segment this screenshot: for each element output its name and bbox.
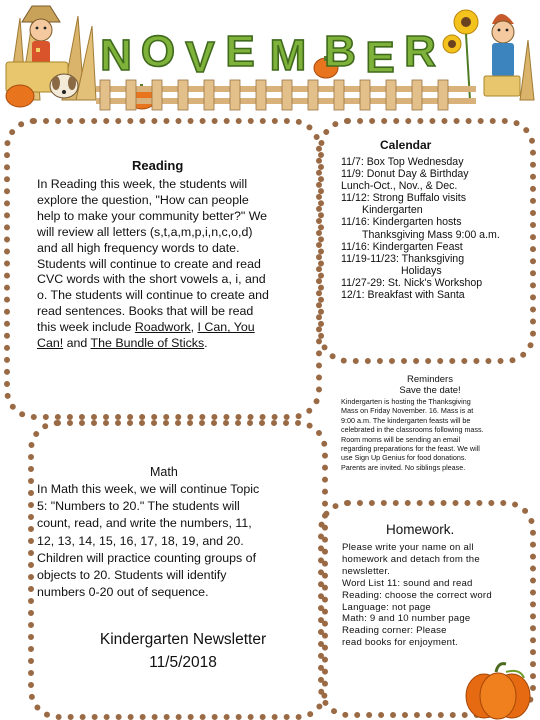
books-prefix: this week include (37, 320, 135, 335)
calendar-item: 11/7: Box Top Wednesday (341, 156, 464, 168)
reading-line: read sentences. Books that will be read (37, 304, 254, 319)
math-line: numbers 0-20 out of sequence. (37, 585, 209, 600)
reading-line: and all high frequency words to date. (37, 240, 240, 255)
homework-line: Please write your name on all (342, 542, 474, 553)
math-line: 12, 13, 14, 15, 16, 17, 18, 19, and 20. (37, 533, 244, 548)
math-text (37, 481, 325, 601)
calendar-title: Calendar (380, 138, 432, 152)
fence-icon (96, 80, 476, 110)
calendar-item: Kindergarten (362, 204, 423, 217)
banner-letter: E (225, 27, 255, 76)
banner-letter: N (100, 31, 132, 80)
reminder-line: Kindergarten is hosting the Thanksgiving (341, 397, 471, 406)
reading-line: CVC words with the short vowels a, i, and (37, 272, 266, 287)
homework-text (342, 542, 510, 649)
reading-line: o. The students will continue to create and (37, 288, 269, 303)
reading-line: In Reading this week, the students will (37, 177, 248, 191)
banner-letter: B (324, 27, 356, 76)
book-title-i-can-part1: I Can, You (197, 320, 255, 335)
reading-line: help to make your community better?" We (37, 208, 268, 223)
calendar-item: 11/16: Kindergarten hosts (341, 216, 462, 229)
calendar-item: Holidays (401, 264, 442, 277)
reminders-text (341, 397, 509, 472)
homework-line: Math: 9 and 10 number page (342, 613, 471, 625)
homework-line: Reading corner: Please (342, 625, 447, 637)
calendar-item: Thanksgiving Mass 9:00 a.m. (362, 228, 500, 241)
math-line: Children will practice counting groups of (37, 550, 257, 565)
reminder-line: Mass on Friday November. 16. Mass is at (341, 406, 474, 416)
reading-line: Students will continue to create and read (37, 256, 261, 271)
calendar-item: 12/1: Breakfast with Santa (341, 289, 465, 302)
book-title-i-can-part2: Can! (37, 336, 64, 351)
books-and: and (63, 336, 91, 351)
math-line: 5: "Numbers to 20." The students will (37, 499, 240, 514)
reminders-subtitle: Save the date! (399, 385, 461, 396)
banner-letter: M (269, 31, 307, 80)
calendar-item: 11/19-11/23: Thanksgiving (341, 252, 465, 265)
homework-line: homework and detach from the (342, 553, 480, 565)
banner-letter: V (185, 33, 215, 82)
calendar-item: 11/9: Donut Day & Birthday (341, 168, 469, 181)
books-separator: , (190, 320, 198, 335)
newsletter-title: Kindergarten Newsletter (99, 631, 267, 648)
book-title-bundle-of-sticks: The Bundle of Sticks (90, 336, 205, 351)
calendar-item: 11/12: Strong Buffalo visits (341, 192, 467, 205)
newsletter-date: 11/5/2018 (149, 654, 217, 671)
homework-line: Language: not page (342, 601, 431, 613)
reminders-title: Reminders (407, 374, 453, 385)
reminder-line: regarding preparations for the feast. We will (341, 444, 480, 454)
newsletter-heading (80, 628, 286, 674)
books-end: . (204, 336, 208, 351)
banner-letter: E (365, 33, 395, 82)
calendar-list (341, 156, 537, 301)
reminder-line: Room moms will be sending an email (341, 434, 461, 444)
reading-line: explore the question, "How can people (37, 192, 249, 207)
reminder-line: 9:00 a.m. The kindergarten feasts will be (341, 415, 471, 425)
november-banner (0, 0, 540, 112)
banner-letter: O (140, 27, 176, 76)
dog-icon (50, 74, 78, 98)
math-title: Math (150, 465, 178, 479)
reminder-line: Parents are invited. No siblings please. (341, 462, 466, 472)
reminder-line: celebrated in the classrooms following mass. (341, 425, 484, 435)
homework-line: read books for enjoyment. (342, 637, 458, 649)
calendar-item: 11/16: Kindergarten Feast (341, 240, 463, 253)
homework-title: Homework. (386, 522, 455, 537)
reminders-heading (372, 374, 488, 396)
math-line: count, read, and write the numbers, 11, (37, 516, 252, 531)
homework-line: Reading: choose the correct word (342, 589, 492, 601)
reading-books-line (37, 320, 312, 336)
banner-art (0, 0, 540, 112)
reading-books-line-2 (37, 336, 312, 352)
homework-line: newsletter. (342, 565, 391, 577)
math-line: objects to 20. Students will identify (37, 568, 227, 583)
reading-title: Reading (132, 158, 184, 173)
reminder-line: use Sign Up Genius for food donations. (341, 453, 467, 463)
reading-text (37, 177, 312, 352)
calendar-item: Lunch-Oct., Nov., & Dec. (341, 180, 458, 193)
reading-line: will review all letters (s,t,a,m,p,i,n,c,o,d) (37, 224, 253, 239)
book-title-roadwork: Roadwork (134, 320, 191, 335)
math-line: In Math this week, we will continue Topic (37, 482, 260, 496)
calendar-item: 11/27-29: St. Nick's Workshop (341, 276, 483, 289)
homework-line: Word List 11: sound and read (342, 577, 473, 589)
pumpkin-icon (462, 662, 534, 720)
banner-letter: R (404, 27, 436, 76)
